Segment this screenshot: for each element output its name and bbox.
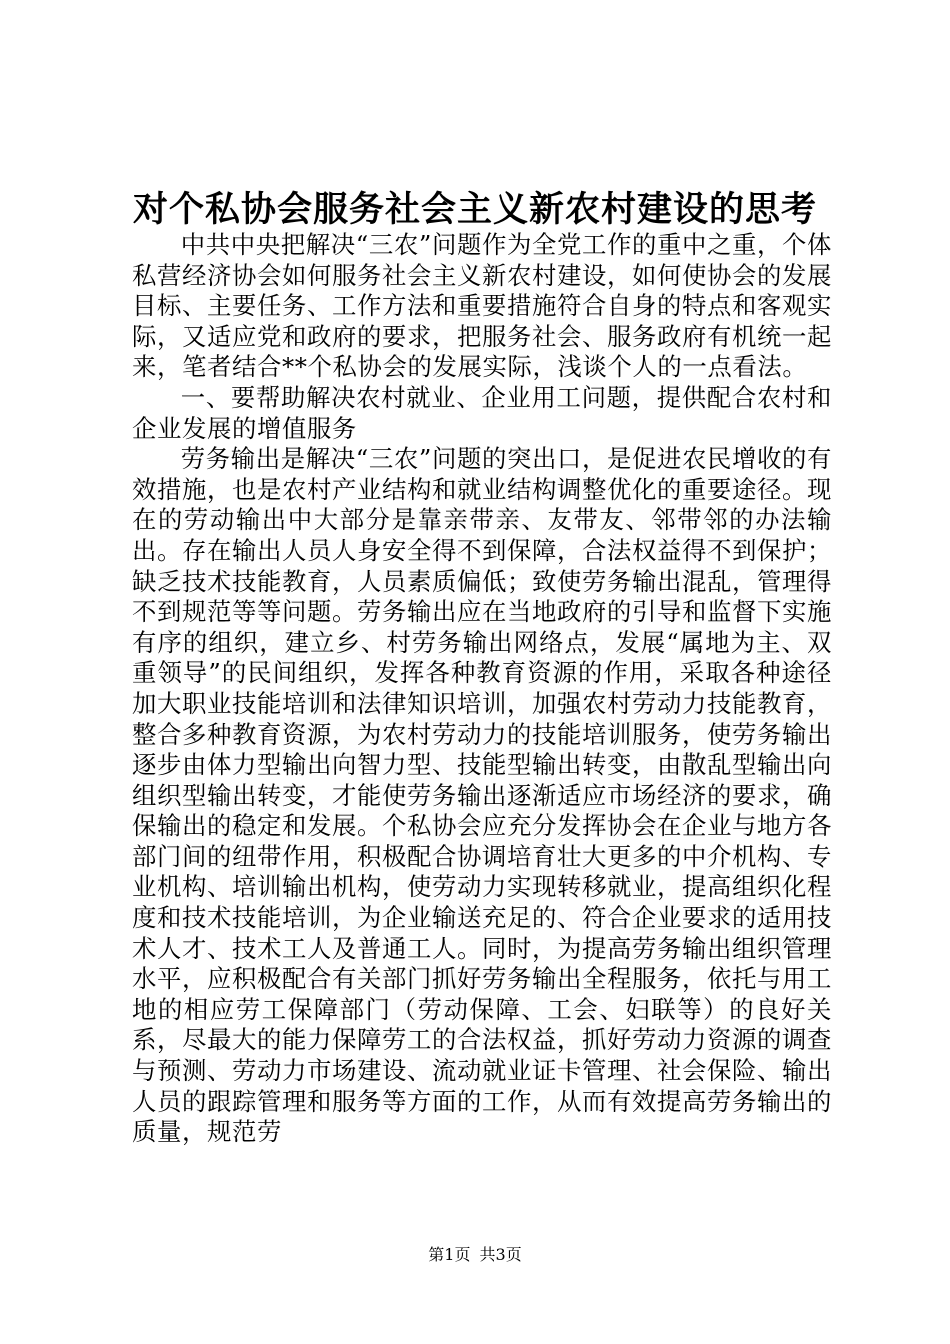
paragraph-labor-export: 劳务输出是解决“三农”问题的突出口，是促进农民增收的有效措施，也是农村产业结构和就业结构调整优化的重要途径。现在的劳动输出中大部分是靠亲带亲、友带友、邻带邻的办法输出。存在输出人员人身安全得不到保障，合法权益得不到保护；缺乏技术技能教育，人员素质偏低；致使劳务输出混乱，管理得不到规范等等问题。劳务输出应在当地政府的引导和监督下实施有序的组织，建立乡、村劳务输出网络点，发展“属地为主、双重领导”的民间组织，发挥各种教育资源的作用，采取各种途径加大职业技能培训和法律知识培训，加强农村劳动力技能教育，整合多种教育资源，为农村劳动力的技能培训服务，使劳务输出逐步由体力型输出向智力型、技能型输出转变，由散乱型输出向组织型输出转变，才能使劳务输出逐渐适应市场经济的要求，确保输出的稳定和发展。个私协会应充分发挥协会在企业与地方各部门间的纽带作用，积极配合协调培育壮大更多的中介机构、专业机构、培训输出机构，使劳动力实现转移就业，提高组织化程度和技术技能培训，为企业输送充足的、符合企业要求的适用技术人才、技术工人及普通工人。同时，为提高劳务输出组织管理水平，应积极配合有关部门抓好劳务输出全程服务，依托与用工地的相应劳工保障部门（劳动保障、工会、妇联等）的良好关系，尽最大的能力保障劳工的合法权益，抓好劳动力资源的调查与预测、劳动力市场建设、流动就业证卡管理、社会保险、输出人员的跟踪管理和服务等方面的工作，从而有效提高劳务输出的质量，规范劳 [132,444,832,1147]
page-number-current: 第1页 [428,1245,471,1264]
paragraph-intro: 中共中央把解决“三农”问题作为全党工作的重中之重，个体私营经济协会如何服务社会主义新农村建设，如何使协会的发展目标、主要任务、工作方法和重要措施符合自身的特点和客观实际，又适应党和政府的要求，把服务社会、服务政府有机统一起来，笔者结合**个私协会的发展实际，浅谈个人的一点看法。 [132,230,832,382]
paragraph-section-heading: 一、要帮助解决农村就业、企业用工问题，提供配合农村和企业发展的增值服务 [132,382,832,443]
document-body [132,230,832,1148]
page-number-total: 共3页 [479,1245,522,1264]
document-title: 对个私协会服务社会主义新农村建设的思考 [132,189,817,230]
page-footer [0,1244,950,1266]
